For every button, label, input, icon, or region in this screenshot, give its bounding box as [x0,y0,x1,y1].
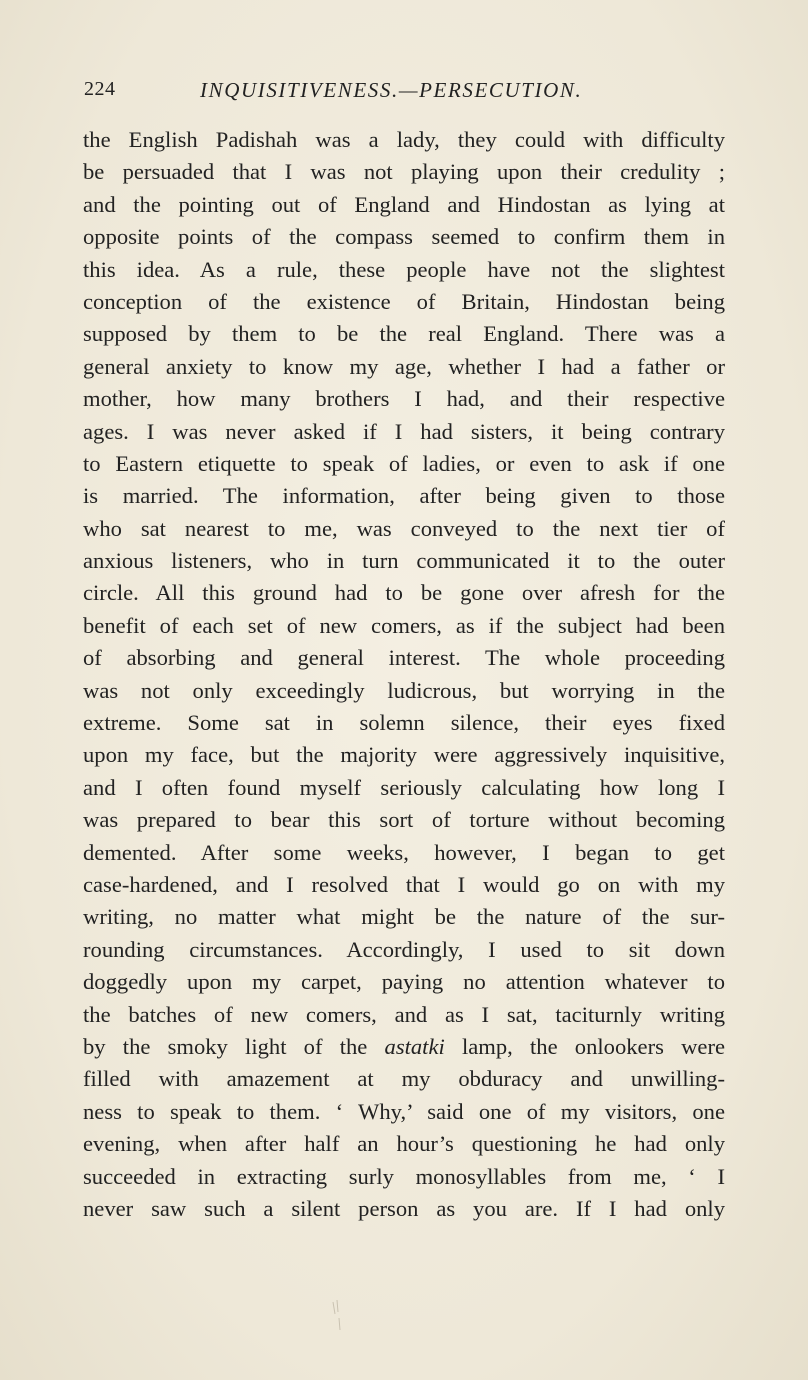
text-line: conception of the existence of Britain, Hindostan being [83,288,725,314]
text-line: and the pointing out of England and Hindostan as lying at [83,191,725,217]
text-line: succeeded in extracting surly monosyllables from me, ‘ I [83,1163,725,1189]
text-line: supposed by them to be the real England. There was a [83,321,725,347]
blemish-mark-icon [330,1298,344,1338]
text-line-with-italic [83,1031,725,1063]
text-segment: by the smoky light of the [83,1033,385,1059]
text-line: rounding circumstances. Accordingly, I used to sit down [83,936,725,962]
text-line: opposite points of the compass seemed to confirm them in [83,224,725,250]
text-line: of absorbing and general interest. The whole proceeding [83,645,725,671]
text-segment: lamp, the onlookers were [444,1033,725,1059]
text-line: the English Padishah was a lady, they could with difficulty [83,127,725,152]
text-line: demented. After some weeks, however, I began to get [83,839,725,865]
italic-word: astatki [384,1033,445,1059]
text-line: the batches of new comers, and as I sat, taciturnly writing [83,1001,725,1027]
text-line: ages. I was never asked if I had sisters, it being contrary [83,418,725,444]
text-line: writing, no matter what might be the nature of the sur- [83,904,725,930]
text-line: circle. All this ground had to be gone over afresh for the [83,580,725,606]
text-line: and I often found myself seriously calculating how long I [83,774,725,800]
text-line: mother, how many brothers I had, and their respective [83,386,725,412]
text-line: ness to speak to them. ‘ Why,’ said one of my visitors, one [83,1098,725,1124]
body-text [83,124,725,1225]
text-line: filled with amazement at my obduracy and unwilling- [83,1066,725,1092]
running-title: INQUISITIVENESS.—PERSECUTION. [200,78,583,102]
text-line: upon my face, but the majority were aggressively inquisitive, [83,742,725,768]
text-line: case-hardened, and I resolved that I would go on with my [83,871,725,897]
text-line: is married. The information, after being given to those [83,483,725,509]
paper-blemish [330,1298,344,1338]
text-line: was prepared to bear this sort of torture without becoming [83,807,725,833]
text-line: was not only exceedingly ludicrous, but worrying in the [83,677,725,703]
page-number: 224 [84,78,116,100]
text-line: general anxiety to know my age, whether I had a father or [83,353,725,379]
text-line: benefit of each set of new comers, as if the subject had been [83,612,725,638]
text-line: this idea. As a rule, these people have not the slightest [83,256,725,282]
text-line: never saw such a silent person as you are. If I had only [83,1195,725,1221]
text-line: evening, when after half an hour’s questioning he had only [83,1131,725,1157]
text-line: be persuaded that I was not playing upon their credulity ; [83,159,725,185]
text-line: who sat nearest to me, was conveyed to the next tier of [83,515,725,541]
text-line: extreme. Some sat in solemn silence, their eyes fixed [83,710,725,736]
running-head [84,78,724,108]
text-line: to Eastern etiquette to speak of ladies, or even to ask if one [83,450,725,476]
text-line: doggedly upon my carpet, paying no attention whatever to [83,969,725,995]
text-line: anxious listeners, who in turn communicated it to the outer [83,548,725,574]
